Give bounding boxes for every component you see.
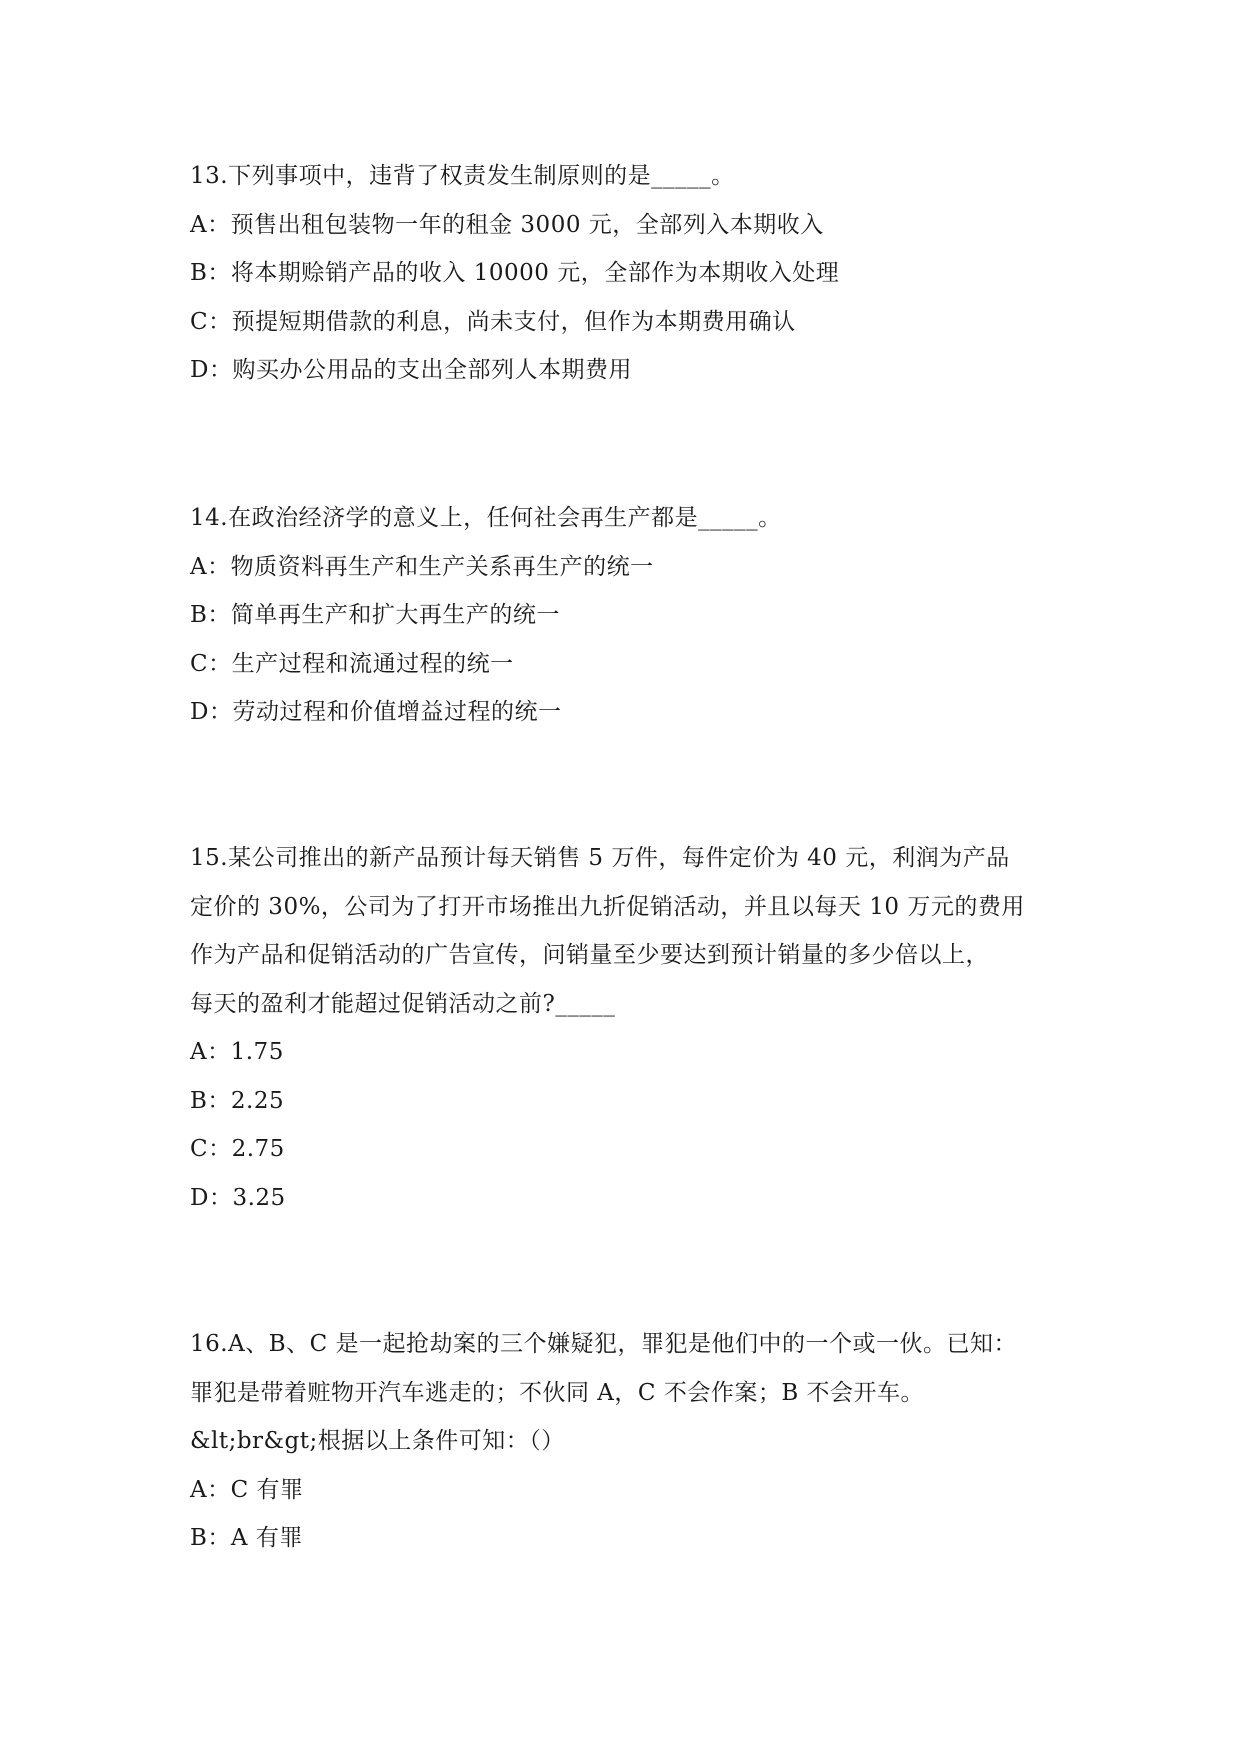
option-d: D：3.25 — [190, 1184, 286, 1211]
question-text-line: 每天的盈利才能超过促销活动之前?_____ — [190, 990, 616, 1017]
question-text-line: 罪犯是带着赃物开汽车逃走的；不伙同 A，C 不会作案；B 不会开车。 — [190, 1379, 925, 1406]
option-c: C：预提短期借款的利息，尚未支付，但作为本期费用确认 — [190, 308, 796, 335]
option-b: B：将本期赊销产品的收入 10000 元，全部作为本期收入处理 — [190, 260, 840, 286]
question-16 — [190, 1320, 1050, 1563]
option-a: A：C 有罪 — [190, 1476, 304, 1503]
option-d: D：购买办公用品的支出全部列人本期费用 — [190, 357, 632, 383]
question-15 — [190, 834, 1050, 1222]
question-text-line: 作为产品和促销活动的广告宣传，问销量至少要达到预计销量的多少倍以上， — [190, 942, 989, 968]
option-a: A：物质资料再生产和生产关系再生产的统一 — [190, 553, 654, 580]
question-14 — [190, 494, 1050, 737]
option-a: A：预售出租包装物一年的租金 3000 元，全部列入本期收入 — [190, 211, 824, 238]
option-a: A：1.75 — [190, 1039, 284, 1065]
option-b: B：A 有罪 — [190, 1525, 303, 1551]
option-c: C：生产过程和流通过程的统一 — [190, 650, 514, 677]
option-c: C：2.75 — [190, 1136, 285, 1162]
question-text-line: &lt;br&gt;根据以上条件可知：（） — [190, 1428, 565, 1454]
question-text-line: 15.某公司推出的新产品预计每天销售 5 万件，每件定价为 40 元，利润为产品 — [190, 845, 1010, 871]
question-text: 13.下列事项中，违背了权责发生制原则的是_____。 — [190, 163, 735, 189]
option-b: B：简单再生产和扩大再生产的统一 — [190, 602, 560, 628]
option-d: D：劳动过程和价值增益过程的统一 — [190, 699, 562, 725]
question-text-line: 定价的 30%，公司为了打开市场推出九折促销活动，并且以每天 10 万元的费用 — [190, 893, 1025, 920]
option-b: B：2.25 — [190, 1087, 285, 1114]
question-text: 14.在政治经济学的意义上，任何社会再生产都是_____。 — [190, 505, 782, 531]
question-text-line: 16.A、B、C 是一起抢劫案的三个嫌疑犯，罪犯是他们中的一个或一伙。已知： — [190, 1331, 1017, 1357]
question-13 — [190, 152, 1050, 395]
